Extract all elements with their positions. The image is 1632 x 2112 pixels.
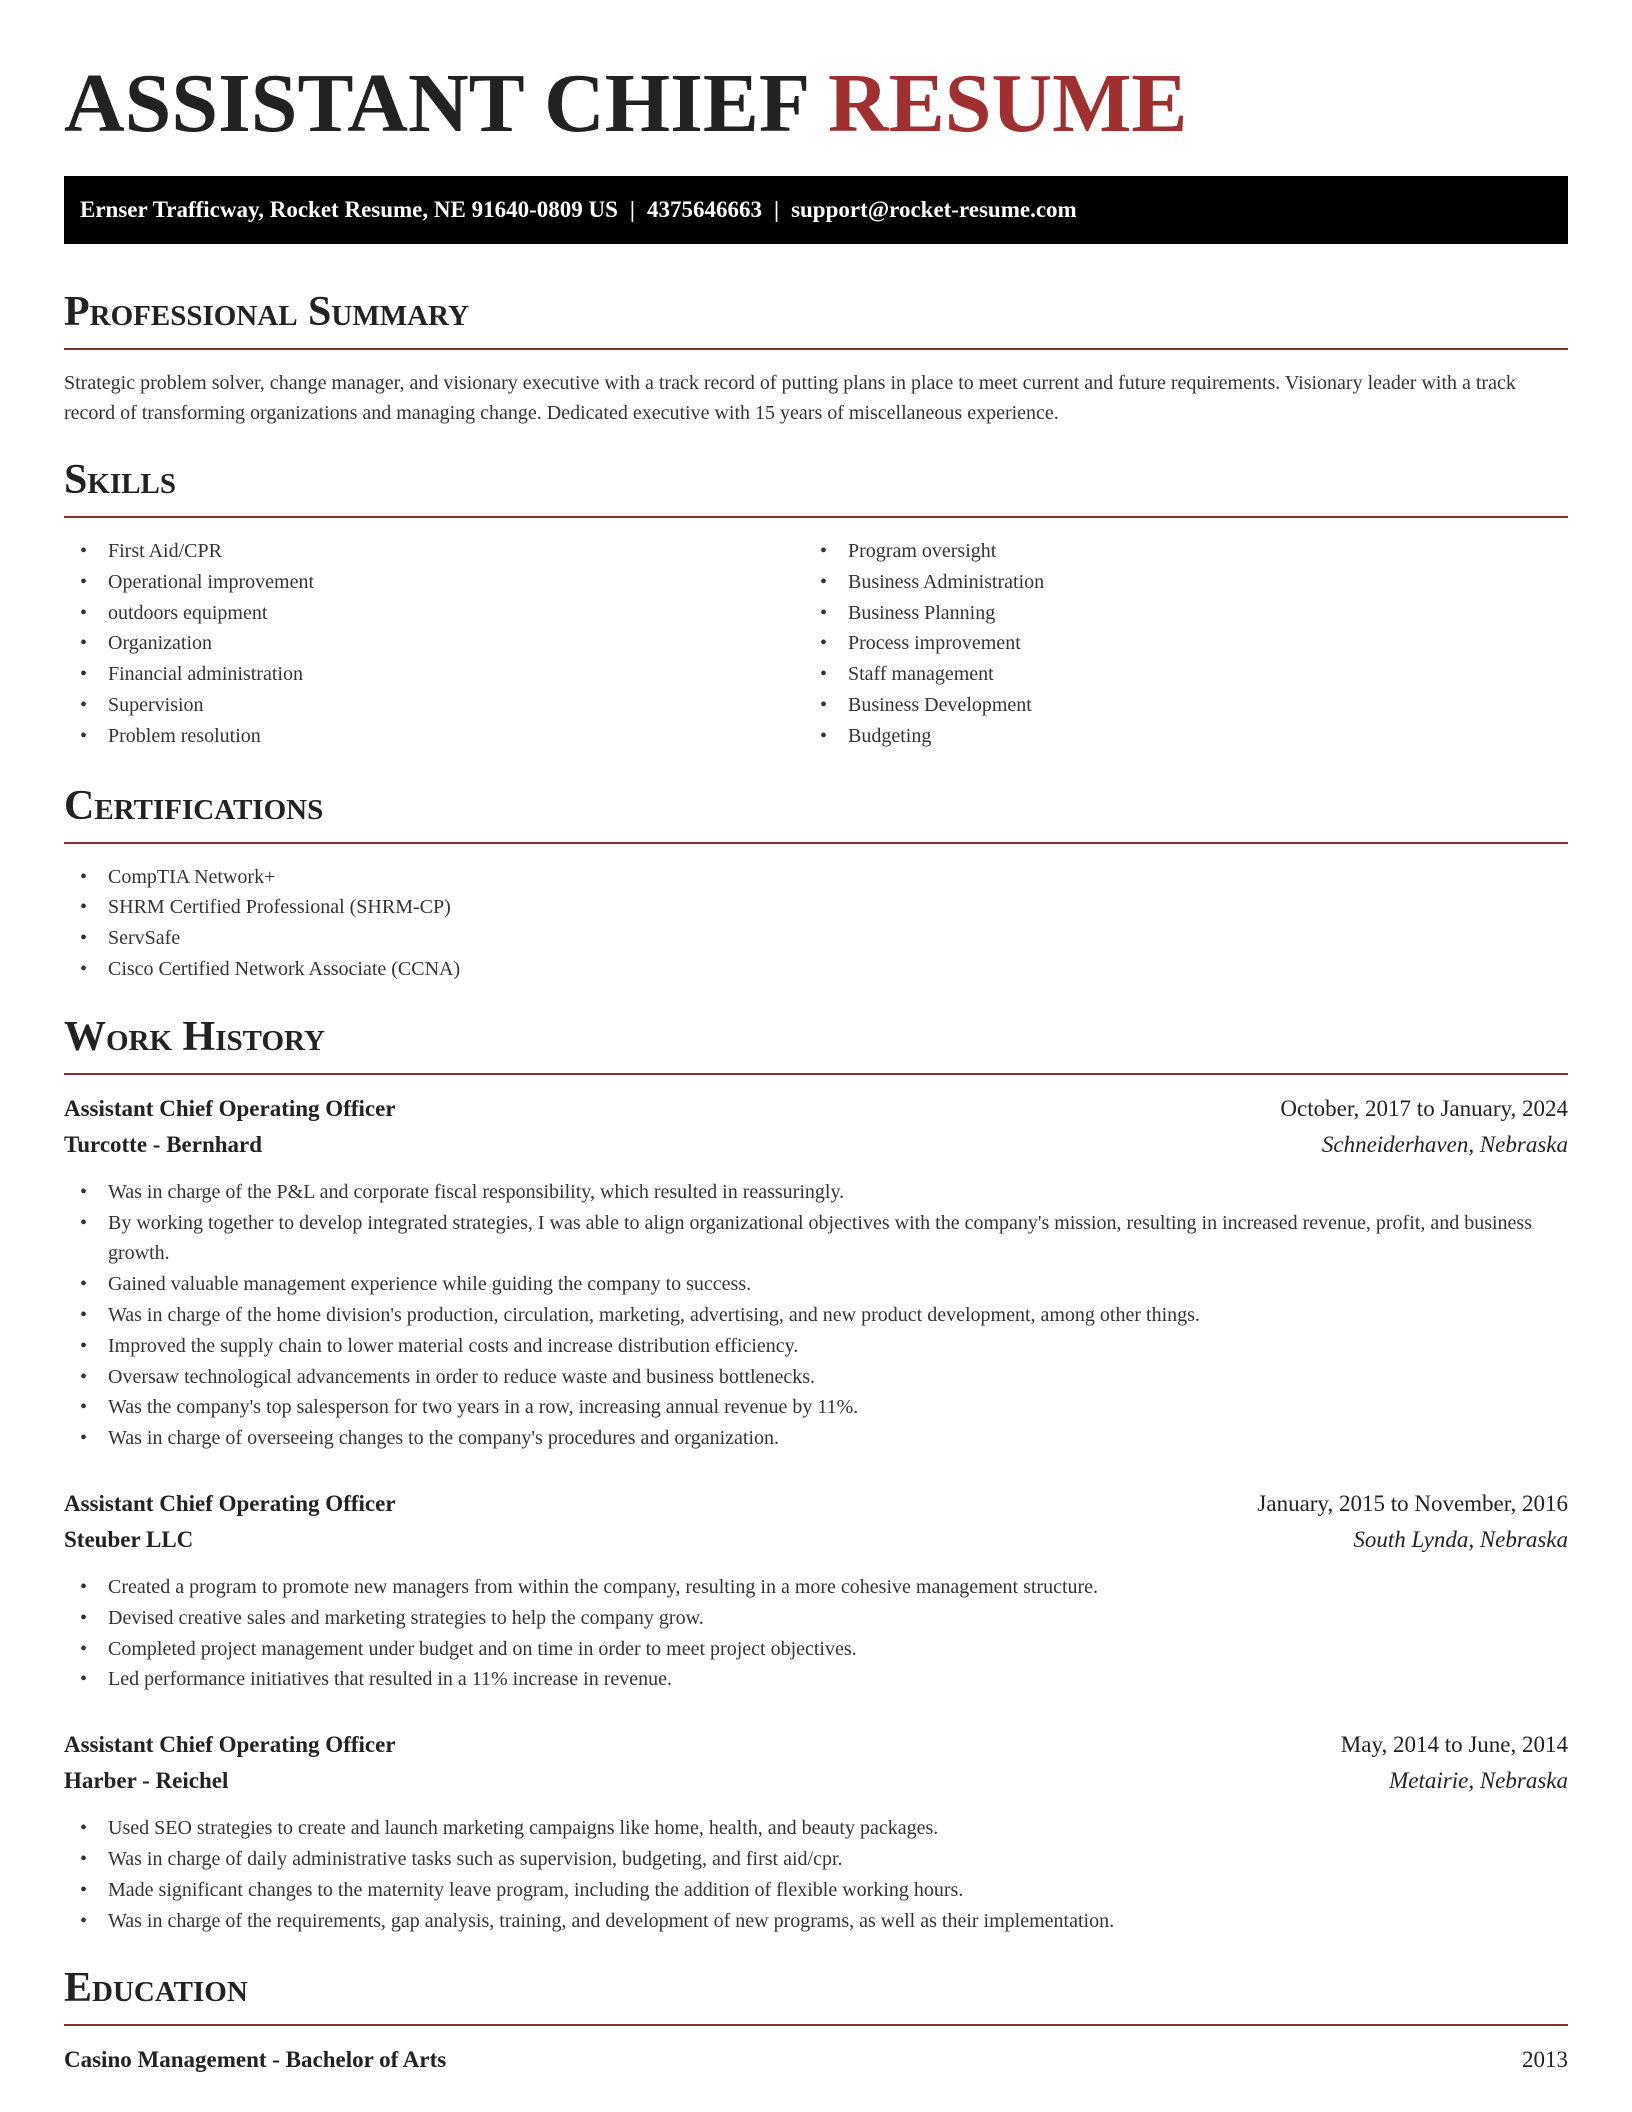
job-entry [64,1486,1568,1695]
contact-separator: | [629,197,635,222]
skill-item: • Budgeting [804,721,1544,752]
contact-address: Ernser Trafficway, Rocket Resume, NE 91640-0809 US [80,197,618,222]
contact-bar [64,176,1568,244]
job-location: South Lynda, Nebraska [1353,1526,1568,1552]
job-header [64,1727,1568,1763]
contact-phone[interactable]: 4375646663 [646,197,762,222]
certification-item: • Cisco Certified Network Associate (CCNA) [64,954,1568,985]
job-bullet: • Was in charge of overseeing changes to the company's procedures and organization. [64,1423,1568,1454]
job-company: Turcotte - Bernhard [64,1131,263,1157]
contact-separator: | [773,197,780,222]
title-main: ASSISTANT CHIEF [64,57,808,150]
job-bullet: • Led performance initiatives that resulted in a 11% increase in revenue. [64,1664,1568,1695]
education-entry [64,2042,1568,2078]
certification-item: • CompTIA Network+ [64,862,1568,893]
job-bullet: • Was the company's top salesperson for two years in a row, increasing annual revenue by 11%. [64,1392,1568,1423]
job-bullet: • Made significant changes to the maternity leave program, including the addition of flexible working hours. [64,1875,1568,1906]
certifications-section [64,780,1568,985]
contact-email[interactable]: support@rocket-resume.com [791,197,1077,222]
skills-heading: Skills [64,457,177,503]
job-subheader [64,1522,1568,1558]
section-divider [64,2024,1568,2026]
education-degree: Casino Management - Bachelor of Arts [64,2047,447,2073]
section-divider [64,1073,1568,1075]
skill-item: • First Aid/CPR [64,536,804,567]
certifications-list [64,862,1568,985]
job-entry [64,1091,1568,1454]
job-title: Assistant Chief Operating Officer [64,1095,396,1121]
job-company: Harber - Reichel [64,1768,229,1794]
title-accent: RESUME [828,57,1188,150]
job-bullets [64,1572,1568,1695]
skills-grid [64,536,1568,752]
certification-item: • SHRM Certified Professional (SHRM-CP) [64,892,1568,923]
job-location: Metairie, Nebraska [1389,1768,1568,1794]
skill-item: • Staff management [804,659,1544,690]
section-divider [64,842,1568,844]
job-title: Assistant Chief Operating Officer [64,1732,396,1758]
skill-item: • Process improvement [804,628,1544,659]
skill-item: • Supervision [64,690,804,721]
job-entry [64,1727,1568,1936]
job-dates: October, 2017 to January, 2024 [1280,1095,1568,1121]
skills-list-left [64,536,804,752]
job-bullet: • Gained valuable management experience while guiding the company to success. [64,1269,1568,1300]
summary-section [64,286,1568,428]
summary-text: Strategic problem solver, change manager, and visionary executive with a track record of putting plans in place to meet current and future requirements. Visionary leader with a track record of transforming organizations and managing change. Dedicated executive with 15 years of miscellaneous experience. [64,372,1516,424]
job-bullet: • Was in charge of the P&L and corporate fiscal responsibility, which resulted in reassuringly. [64,1177,1568,1208]
job-location: Schneiderhaven, Nebraska [1321,1131,1568,1157]
skill-item: • Business Planning [804,598,1544,629]
job-subheader [64,1763,1568,1799]
skills-list-right [804,536,1544,752]
skill-item: • Business Development [804,690,1544,721]
job-bullets [64,1177,1568,1454]
education-year: 2013 [1522,2047,1568,2073]
job-bullet: • Was in charge of the home division's production, circulation, marketing, advertising, and new product development, among other things. [64,1300,1568,1331]
job-company: Steuber LLC [64,1526,194,1552]
section-divider [64,516,1568,518]
education-section [64,1962,1568,2078]
job-bullet: • Oversaw technological advancements in order to reduce waste and business bottlenecks. [64,1362,1568,1393]
job-bullet: • Devised creative sales and marketing strategies to help the company grow. [64,1603,1568,1634]
job-dates: January, 2015 to November, 2016 [1257,1490,1568,1516]
job-bullets [64,1813,1568,1936]
job-dates: May, 2014 to June, 2014 [1340,1732,1568,1758]
skill-item: • Program oversight [804,536,1544,567]
education-heading: Education [64,1965,248,2012]
section-divider [64,348,1568,350]
job-header [64,1486,1568,1522]
skill-item: • outdoors equipment [64,598,804,629]
job-bullet: • Was in charge of the requirements, gap analysis, training, and development of new programs, as well as their implementation. [64,1906,1568,1937]
job-bullet: • By working together to develop integrated strategies, I was able to align organizational objectives with the company's mission, resulting in increased revenue, profit, and business growth. [64,1208,1568,1270]
job-bullet: • Used SEO strategies to create and launch marketing campaigns like home, health, and beauty packages. [64,1813,1568,1844]
skill-item: • Organization [64,628,804,659]
job-header [64,1091,1568,1127]
summary-heading: Professional Summary [64,289,469,335]
job-bullet: • Created a program to promote new managers from within the company, resulting in a more cohesive management structure. [64,1572,1568,1603]
skill-item: • Problem resolution [64,721,804,752]
skill-item: • Business Administration [804,567,1544,598]
skill-item: • Operational improvement [64,567,804,598]
job-bullet: • Was in charge of daily administrative tasks such as supervision, budgeting, and first aid/cpr. [64,1844,1568,1875]
job-title: Assistant Chief Operating Officer [64,1490,396,1516]
job-subheader [64,1127,1568,1163]
job-bullet: • Completed project management under budget and on time in order to meet project objectives. [64,1634,1568,1665]
work-history-heading: Work History [64,1013,325,1060]
certifications-heading: Certifications [64,782,324,829]
resume-title [64,0,1568,152]
certification-item: • ServSafe [64,923,1568,954]
work-history-section [64,1011,1568,1937]
skills-section [64,454,1568,752]
job-bullet: • Improved the supply chain to lower material costs and increase distribution efficiency. [64,1331,1568,1362]
skill-item: • Financial administration [64,659,804,690]
